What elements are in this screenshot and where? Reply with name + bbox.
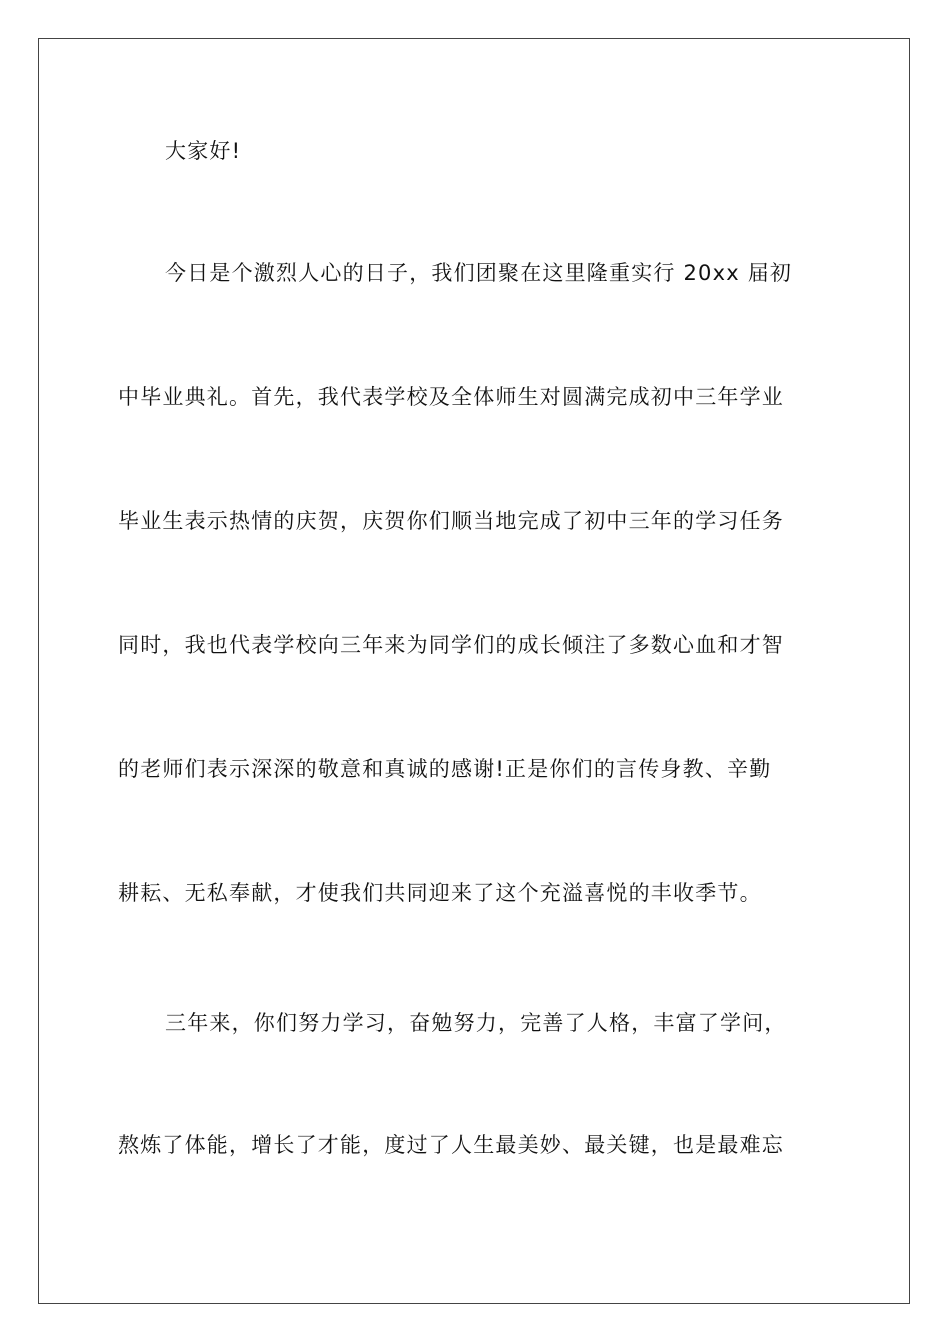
- paragraph-1-line-1: 今日是个激烈人心的日子，我们团聚在这里隆重实行 20xx 届初: [165, 261, 793, 285]
- greeting-line: 大家好!: [165, 139, 242, 163]
- paragraph-2-line-2: 熬炼了体能，增长了才能，度过了人生最美妙、最关键，也是最难忘: [118, 1133, 784, 1157]
- paragraph-2-line-1: 三年来，你们努力学习，奋勉努力，完善了人格，丰富了学问，: [165, 1011, 787, 1035]
- paragraph-1-line-5: 的老师们表示深深的敬意和真诚的感谢!正是你们的言传身教、辛勤: [118, 757, 772, 781]
- paragraph-1-line-3: 毕业生表示热情的庆贺，庆贺你们顺当地完成了初中三年的学习任务: [118, 509, 784, 533]
- paragraph-1-line-6: 耕耘、无私奉献，才使我们共同迎来了这个充溢喜悦的丰收季节。: [118, 881, 762, 905]
- paragraph-1-line-2: 中毕业典礼。首先，我代表学校及全体师生对圆满完成初中三年学业: [118, 385, 784, 409]
- page-border: [38, 38, 910, 1304]
- paragraph-1-line-4: 同时，我也代表学校向三年来为同学们的成长倾注了多数心血和才智: [118, 633, 784, 657]
